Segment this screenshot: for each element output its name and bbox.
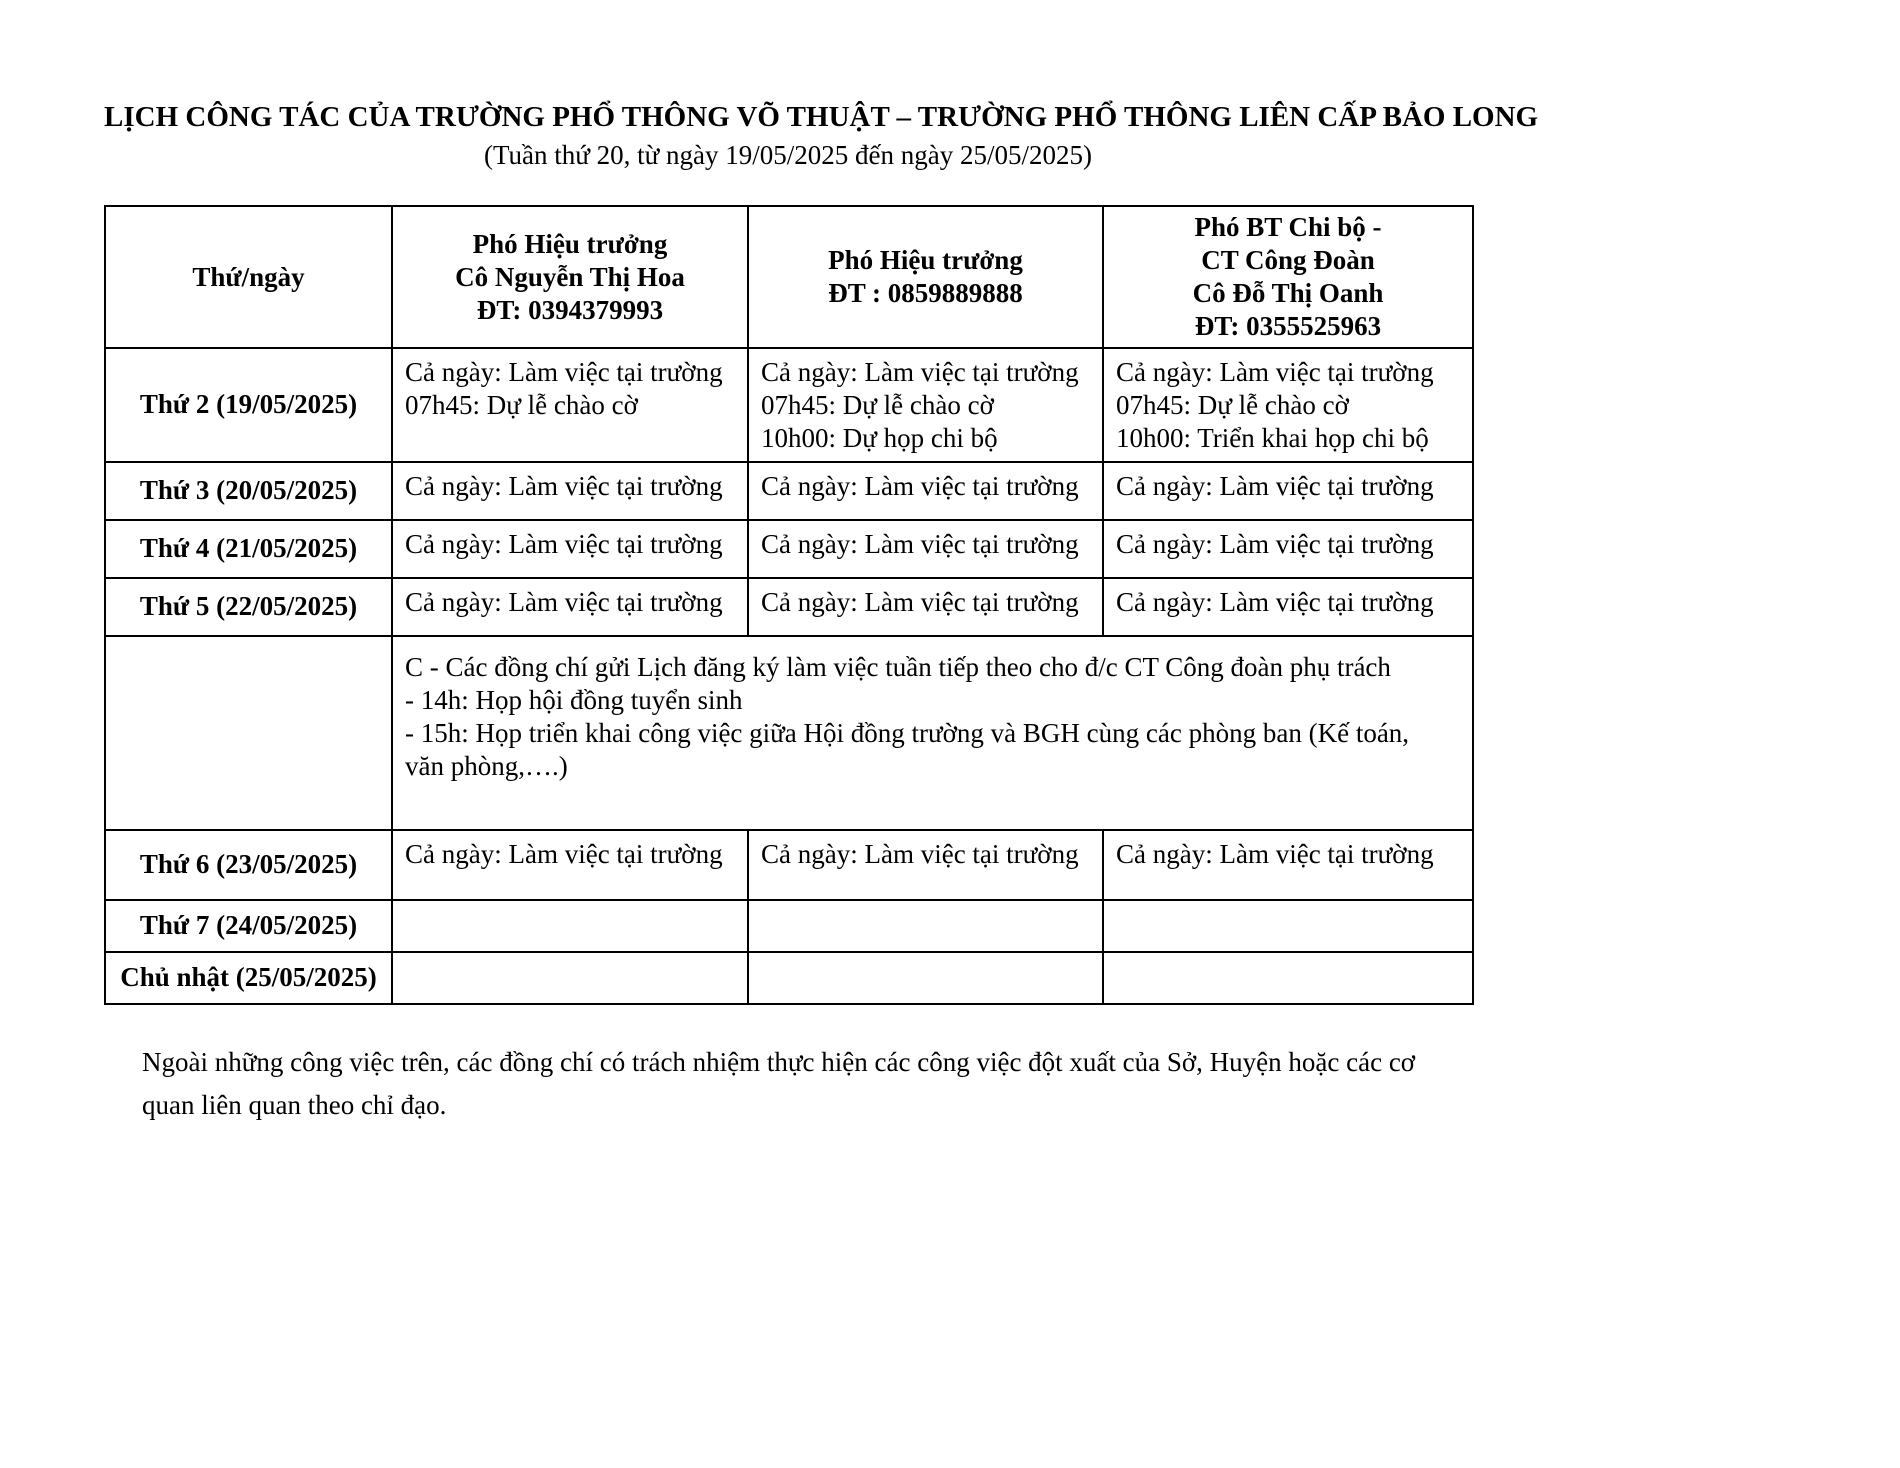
header-line: ĐT: 0394379993 xyxy=(476,294,664,325)
table-row xyxy=(105,348,1473,462)
schedule-cell xyxy=(392,952,748,1004)
document-subtitle: (Tuần thứ 20, từ ngày 19/05/2025 đến ngày 25/05/2025) xyxy=(484,139,1092,170)
schedule-cell xyxy=(748,520,1103,578)
schedule-line: Cả ngày: Làm việc tại trường xyxy=(405,470,723,501)
schedule-cell xyxy=(748,952,1103,1004)
header-line: Thứ/ngày xyxy=(192,261,305,292)
header-line: Phó BT Chi bộ - xyxy=(1194,212,1382,243)
schedule-line: Cả ngày: Làm việc tại trường xyxy=(1116,838,1434,869)
schedule-line: 07h45: Dự lễ chào cờ xyxy=(405,389,638,420)
day-cell: Thứ 4 (21/05/2025) xyxy=(105,520,392,578)
schedule-cell xyxy=(1103,520,1473,578)
schedule-cell xyxy=(392,578,748,636)
schedule-cell xyxy=(392,830,748,900)
document-title: LỊCH CÔNG TÁC CỦA TRƯỜNG PHỔ THÔNG VÕ THUẬT – TRƯỜNG PHỔ THÔNG LIÊN CẤP BẢO LONG xyxy=(104,101,1539,133)
day-cell: Thứ 6 (23/05/2025) xyxy=(105,830,392,900)
schedule-line: Cả ngày: Làm việc tại trường xyxy=(761,838,1079,869)
schedule-cell xyxy=(748,830,1103,900)
table-row xyxy=(105,636,1473,830)
schedule-line: Cả ngày: Làm việc tại trường xyxy=(761,356,1079,387)
header-line: Phó Hiệu trưởng xyxy=(472,228,668,259)
schedule-cell xyxy=(392,348,748,462)
schedule-cell xyxy=(392,900,748,952)
schedule-cell xyxy=(1103,830,1473,900)
merged-note-cell xyxy=(392,636,1473,830)
schedule-cell xyxy=(1103,462,1473,520)
schedule-cell xyxy=(1103,578,1473,636)
table-row xyxy=(105,830,1473,900)
schedule-cell xyxy=(392,462,748,520)
header-line: Phó Hiệu trưởng xyxy=(828,245,1023,276)
day-cell xyxy=(105,636,392,830)
footer-note: Ngoài những công việc trên, các đồng chí có trách nhiệm thực hiện các công việc đột xuất của Sở, Huyện hoặc các cơ quan liên quan theo chỉ đạo. xyxy=(142,1046,1416,1120)
note-line: C - Các đồng chí gửi Lịch đăng ký làm việc tuần tiếp theo cho đ/c CT Công đoàn phụ trách xyxy=(405,651,1391,682)
day-cell: Thứ 3 (20/05/2025) xyxy=(105,462,392,520)
table-row xyxy=(105,952,1473,1004)
document-page xyxy=(104,0,1539,1127)
schedule-line: Cả ngày: Làm việc tại trường xyxy=(1116,470,1434,501)
column-header xyxy=(1103,206,1473,348)
schedule-line: 07h45: Dự lễ chào cờ xyxy=(1116,389,1349,420)
schedule-line: Cả ngày: Làm việc tại trường xyxy=(761,528,1079,559)
header-line: ĐT : 0859889888 xyxy=(828,278,1023,309)
schedule-cell xyxy=(748,578,1103,636)
schedule-table xyxy=(104,205,1474,1005)
column-header xyxy=(392,206,748,348)
note-line: - 14h: Họp hội đồng tuyển sinh xyxy=(405,684,743,715)
header-row xyxy=(105,206,1473,348)
schedule-line: Cả ngày: Làm việc tại trường xyxy=(1116,356,1434,387)
schedule-line: Cả ngày: Làm việc tại trường xyxy=(405,586,723,617)
schedule-line: 10h00: Dự họp chi bộ xyxy=(761,422,998,453)
schedule-line: Cả ngày: Làm việc tại trường xyxy=(1116,586,1434,617)
schedule-line: Cả ngày: Làm việc tại trường xyxy=(405,838,723,869)
table-row xyxy=(105,900,1473,952)
schedule-cell xyxy=(1103,952,1473,1004)
day-cell: Chủ nhật (25/05/2025) xyxy=(105,952,392,1004)
schedule-cell xyxy=(1103,900,1473,952)
schedule-line: 07h45: Dự lễ chào cờ xyxy=(761,389,994,420)
header-line: Cô Nguyễn Thị Hoa xyxy=(455,261,685,292)
schedule-line: Cả ngày: Làm việc tại trường xyxy=(1116,528,1434,559)
schedule-cell xyxy=(748,900,1103,952)
table-row xyxy=(105,578,1473,636)
day-cell: Thứ 7 (24/05/2025) xyxy=(105,900,392,952)
table-head xyxy=(105,206,1473,348)
header-line: Cô Đỗ Thị Oanh xyxy=(1192,278,1384,309)
schedule-line: 10h00: Triển khai họp chi bộ xyxy=(1116,422,1429,453)
schedule-cell xyxy=(1103,348,1473,462)
schedule-line: Cả ngày: Làm việc tại trường xyxy=(405,356,723,387)
table-row xyxy=(105,462,1473,520)
header-line: CT Công Đoàn xyxy=(1201,245,1375,276)
schedule-line: Cả ngày: Làm việc tại trường xyxy=(761,586,1079,617)
column-header xyxy=(105,206,392,348)
day-cell: Thứ 2 (19/05/2025) xyxy=(105,348,392,462)
note-line: - 15h: Họp triển khai công việc giữa Hội đồng trường và BGH cùng các phòng ban (Kế toán, văn phòng,….) xyxy=(405,717,1410,781)
schedule-line: Cả ngày: Làm việc tại trường xyxy=(761,470,1079,501)
schedule-cell xyxy=(748,462,1103,520)
table-body xyxy=(105,348,1473,1004)
day-cell: Thứ 5 (22/05/2025) xyxy=(105,578,392,636)
column-header xyxy=(748,206,1103,348)
header-line: ĐT: 0355525963 xyxy=(1194,311,1382,341)
schedule-line: Cả ngày: Làm việc tại trường xyxy=(405,528,723,559)
schedule-cell xyxy=(392,520,748,578)
table-row xyxy=(105,520,1473,578)
schedule-cell xyxy=(748,348,1103,462)
